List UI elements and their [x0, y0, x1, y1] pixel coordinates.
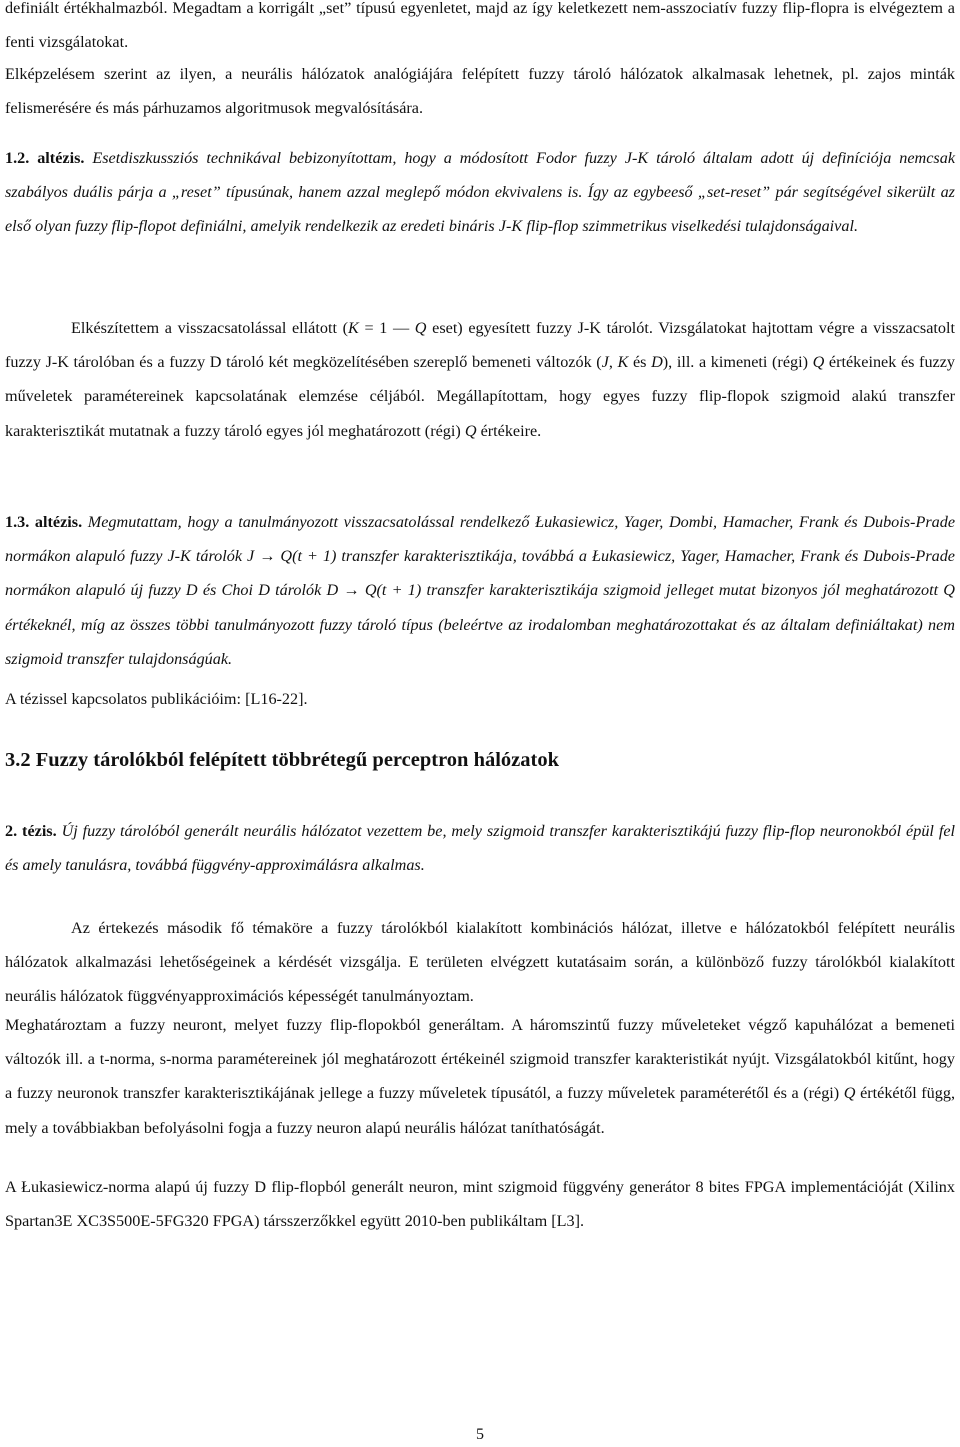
math-Q: Q — [812, 353, 825, 372]
paragraph-intro-continued: definiált értékhalmazból. Megadtam a korrigált „set” típusú egyenletet, majd az így keletkezett nem-asszociatív fuzzy flip-flopra is elvégeztem a fenti vizsgálatokat. — [5, 0, 955, 52]
paragraph-jk-feedback: Elkészítettem a visszacsatolással ellátott (K = 1 — Q eset) egyesített fuzzy J-K tárolót. Vizsgálatokat hajtottam végre a visszacsatolt fuzzy J-K tárolóban és a fuzzy D tároló két megközelítésében szereplő bemeneti változók (J, K és D), ill. a kimeneti (régi) Q értékeinek és fuzzy műveletek paramétereinek kapcsolatának elemzése céljából. Megállapítottam, hogy egyes fuzzy flip-flopok szigmoid alakú transzfer karakterisztikát mutatnak a fuzzy tároló egyes jól meghatározott (régi) Q értékeire. — [5, 319, 956, 440]
math-Q-t-plus-1: Q(t + 1) — [364, 581, 422, 600]
paragraph-fpga: A Łukasiewicz-norma alapú új fuzzy D flip-flopból generált neuron, mint szigmoid függvény generátor 8 bites FPGA implementációját (Xilinx Spartan3E XC3S500E-5FG320 FPGA) társszerzőkkel együtt 2010-ben publikáltam [L3]. — [5, 1178, 955, 1231]
thesis-2-text: Új fuzzy tárolóból generált neurális hálózatot vezettem be, mely szigmoid transzfer karakterisztikájú fuzzy flip-flop neuronokból épül fel és amely tanulásra, továbbá függvény-approximálásra alkalmas. — [5, 822, 956, 875]
math-Q-t-plus-1: Q(t + 1) — [280, 547, 337, 566]
math-K: K — [347, 319, 359, 337]
thesis-1-2-label: 1.2. altézis. — [5, 149, 85, 167]
paragraph-second-topic: Az értekezés második fő témaköre a fuzzy tárolókból kialakított kombinációs hálózat, illetve e hálózatokból felépített neurális hálózatok alkalmazási lehetőségeinek a kérdését vizsgálja. E területen elvégzett kutatásaim során, a különböző fuzzy tárolókból kialakított neurális hálózatok függvényapproximációs képességét tanulmányoztam. — [5, 919, 955, 1006]
thesis-1-3-label: 1.3. altézis. — [5, 513, 83, 531]
math-K: K — [617, 353, 629, 372]
thesis-2-paragraph — [5, 814, 955, 882]
math-D: D — [326, 581, 339, 600]
paragraph-fuzzy-neuron: Meghatároztam a fuzzy neuront, melyet fuzzy flip-flopokból generáltam. A háromszintű fuzzy műveleteket végző kapuhálózat a bemeneti változók ill. a t-norma, s-norma paramétereinek jól meghatározott értékeinél szigmoid transzfer karakteristikát nyújt. Vizsgálatokból kitűnt, hogy a fuzzy neuronok transzfer karakterisztikájának jellege a fuzzy műveletek típusától, a fuzzy műveletek paraméterétől és a (régi) Q értékétől függ, mely a továbbiakban befolyásolni fogja a fuzzy neuron alapú neurális hálózat taníthatóságát. — [5, 1016, 955, 1137]
thesis-2-label: 2. tézis. — [5, 822, 57, 840]
arrow-icon: → — [338, 581, 365, 600]
math-Q: Q — [464, 421, 477, 440]
thesis-1-2-paragraph — [5, 141, 955, 244]
math-J: J — [601, 353, 609, 372]
page-number: 5 — [476, 1426, 484, 1443]
math-Q: Q — [414, 319, 427, 337]
section-heading: 3.2 Fuzzy tárolókból felépített többrétegű perceptron hálózatok — [5, 749, 560, 771]
math-J: J — [247, 547, 255, 566]
arrow-icon: → — [254, 547, 281, 566]
thesis-1-2-text: Esetdiszkussziós technikával bebizonyítottam, hogy a módosított Fodor fuzzy J-K tároló általam adott új definíciója nemcsak szabályos duális párja a „reset” típusúnak, hanem azzal meglepő módon ekvivalens is. Így az egybeeső „set-reset” pár segítségével sikerült az első olyan fuzzy flip-flopot definiálni, amelyik rendelkezik az eredeti bináris J-K flip-flop szimmetrikus viselkedési tulajdonságaival. — [5, 149, 955, 236]
math-D: D — [651, 353, 663, 372]
paragraph-vision: Elképzelésem szerint az ilyen, a neurális hálózatok analógiájára felépített fuzzy tároló hálózatok alkalmasak lehetnek, pl. zajos minták felismerésére és más párhuzamos algoritmusok megvalósítására. — [5, 65, 955, 118]
math-Q: Q — [843, 1084, 856, 1103]
publications-line: A tézissel kapcsolatos publikációim: [L16-22]. — [5, 690, 308, 708]
thesis-1-3-paragraph: 1.3. altézis. Megmutattam, hogy a tanulmányozott visszacsatolással rendelkező Łukasiewicz, Yager, Dombi, Hamacher, Frank és Dubois-Prade normákon alapuló fuzzy J-K tárolók J → Q(t + 1) transzfer karakterisztikája, továbbá a Łukasiewicz, Yager, Hamacher, Frank és Dubois-Prade normákon alapuló új fuzzy D és Choi D tárolók D → Q(t + 1) transzfer karakterisztikája szigmoid jelleget mutat bizonyos jól meghatározott Q értékeknél, míg az összes többi tanulmányozott fuzzy tároló típus (beleértve az irodalomban meghatározottakat és az általam definiáltakat) nem szigmoid transzfer tulajdonságúak. — [5, 513, 956, 668]
